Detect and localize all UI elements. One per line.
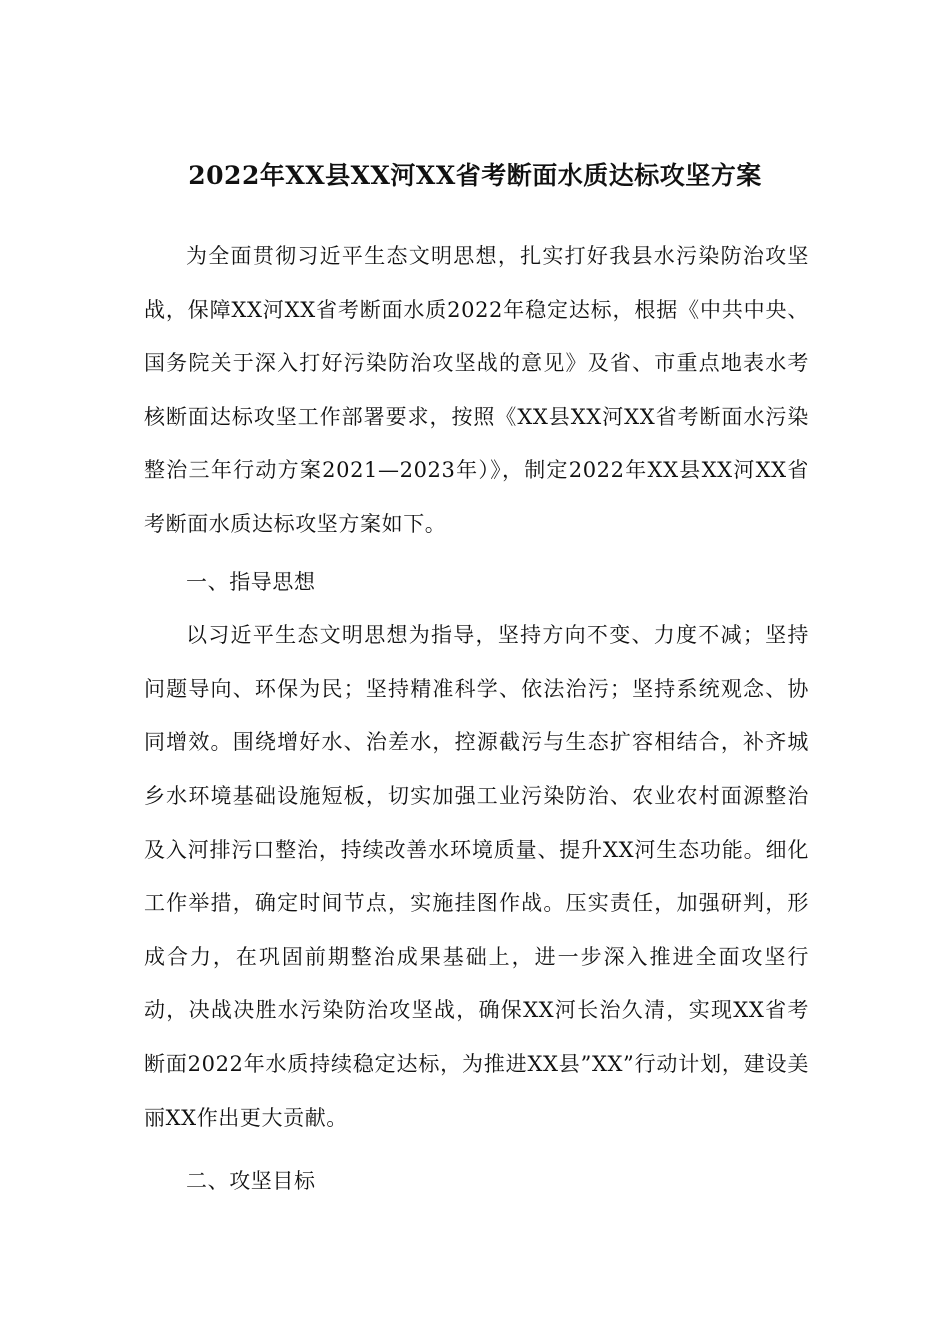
document-body [144, 230, 809, 1209]
paragraph-spacer [144, 1145, 809, 1155]
document-title: 2022年XX县XX河XX省考断面水质达标攻坚方案 [188, 161, 762, 190]
guiding-ideology-paragraph: 以习近平生态文明思想为指导，坚持方向不变、力度不减；坚持问题导向、环保为民；坚持精准科学、依法治污；坚持系统观念、协同增效。围绕增好水、治差水，控源截污与生态扩容相结合，补齐城乡水环境基础设施短板，切实加强工业污染防治、农业农村面源整治及入河排污口整治，持续改善水环境质量、提升XX河生态功能。细化工作举措，确定时间节点，实施挂图作战。压实责任，加强研判，形成合力，在巩固前期整治成果基础上，进一步深入推进全面攻坚行动，决战决胜水污染防治攻坚战，确保XX河长治久清，实现XX省考断面2022年水质持续稳定达标，为推进XX县”XX”行动计划，建设美丽XX作出更大贡献。 [144, 623, 809, 1130]
section-heading-guiding-ideology: 一、指导思想 [186, 569, 316, 594]
section-heading-targets: 二、攻坚目标 [186, 1169, 316, 1194]
intro-paragraph: 为全面贯彻习近平生态文明思想，扎实打好我县水污染防治攻坚战，保障XX河XX省考断面水质2022年稳定达标，根据《中共中央、国务院关于深入打好污染防治攻坚战的意见》及省、市重点地表水考核断面达标攻坚工作部署要求，按照《XX县XX河XX省考断面水污染整治三年行动方案2021—2023年）》，制定2022年XX县XX河XX省考断面水质达标攻坚方案如下。 [144, 244, 809, 536]
